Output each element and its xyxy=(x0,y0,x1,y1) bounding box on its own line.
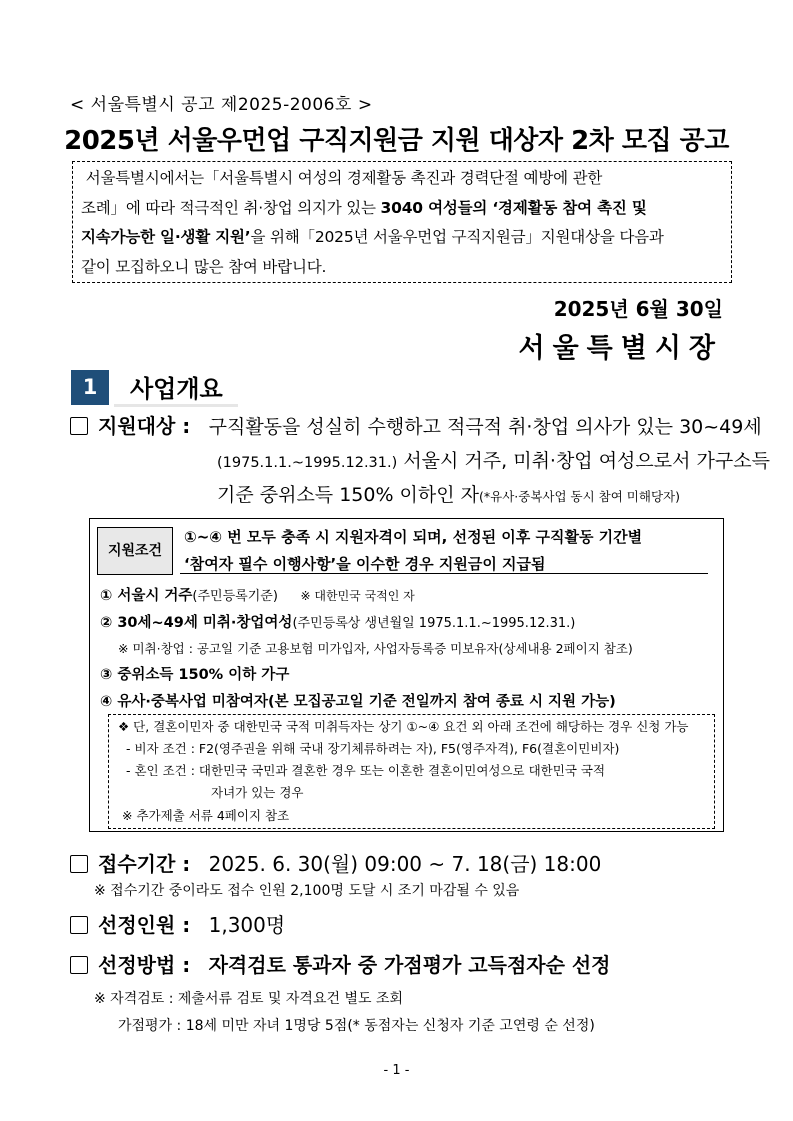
page-number: - 1 - xyxy=(383,1063,410,1078)
condition-item-4: ④ 유사·중복사업 미참여자(본 모집공고일 기준 전일까지 참여 종료 시 지원 가능) xyxy=(100,694,616,710)
marriage-migrant-line-5: ※ 추가제출 서류 4페이지 참조 xyxy=(122,808,290,823)
section-number-badge: 1 xyxy=(71,370,109,405)
condition-item-2: ② 30세~49세 미취·창업여성(주민등록상 생년월일 1975.1.1.~1995.12.31.) xyxy=(100,615,576,631)
condition-item-1: ① 서울시 거주(주민등록기준) ※ 대한민국 국적인 자 xyxy=(100,588,415,604)
target-label: 지원대상 : xyxy=(98,414,191,438)
intro-line-1: 서울특별시에서는「서울특별시 여성의 경제활동 촉진과 경력단절 예방에 관한 xyxy=(85,169,603,187)
notice-number: < 서울특별시 공고 제2025-2006호 > xyxy=(70,95,373,115)
marriage-migrant-line-2: - 비자 조건 : F2(영주권을 위해 국내 장기체류하려는 자), F5(영주자격), F6(결혼이민비자) xyxy=(126,741,620,756)
checkbox-icon xyxy=(70,417,88,435)
checkbox-icon xyxy=(70,956,88,974)
notice-date: 2025년 6월 30일 xyxy=(553,297,723,321)
section-underline xyxy=(114,404,238,407)
method-row xyxy=(70,949,611,978)
marriage-migrant-line-4: 자녀가 있는 경우 xyxy=(211,785,304,800)
method-label: 선정방법 : xyxy=(98,953,191,977)
checkbox-icon xyxy=(70,916,88,934)
count-label: 선정인원 : xyxy=(98,913,191,937)
checkbox-icon xyxy=(70,855,88,873)
intro-box xyxy=(72,161,732,283)
intro-line-2: 조례」에 따라 적극적인 취·창업 의지가 있는 3040 여성들의 ‘경제활동 참여 촉진 및 xyxy=(81,198,647,217)
section-title: 사업개요 xyxy=(130,375,223,403)
conditions-label: 지원조건 xyxy=(97,527,173,575)
condition-item-3: ③ 중위소득 150% 이하 가구 xyxy=(100,667,290,683)
period-note: ※ 접수기간 중이라도 접수 인원 2,100명 도달 시 조기 마감될 수 있음 xyxy=(94,883,520,899)
intro-line-4: 같이 모집하오니 많은 참여 바랍니다. xyxy=(81,257,327,276)
conditions-header: ①~④ 번 모두 충족 시 지원자격이 되며, 선정된 이후 구직활동 기간별 ‘참여자 필수 이행사항’을 이수한 경우 지원금이 지급됨 xyxy=(184,528,643,573)
period-label: 접수기간 : xyxy=(98,852,191,876)
intro-line-3: 지속가능한 일·생활 지원’을 위해「2025년 서울우먼업 구직지원금」지원대상을 다음과 xyxy=(81,228,664,246)
target-row xyxy=(70,410,762,439)
period-value: 2025. 6. 30(월) 09:00 ~ 7. 18(금) 18:00 xyxy=(208,852,602,876)
marriage-migrant-line-3: - 혼인 조건 : 대한민국 국민과 결혼한 경우 또는 이혼한 결혼이민여성으로 대한민국 국적 xyxy=(126,763,606,778)
marriage-migrant-line-1: ❖ 단, 결혼이민자 중 대한민국 국적 미취득자는 상기 ①~④ 요건 외 아래 조건에 해당하는 경우 신청 가능 xyxy=(118,719,689,734)
issuer: 서울특별시장 xyxy=(518,333,723,364)
method-note-2: 가점평가 : 18세 미만 자녀 1명당 5점(* 동점자는 신청자 기준 고연령 순 선정) xyxy=(118,1018,595,1034)
target-line-3: 기준 중위소득 150% 이하인 자(*유사·중복사업 동시 참여 미해당자) xyxy=(217,484,680,506)
page-title: 2025년 서울우먼업 구직지원금 지원 대상자 2차 모집 공고 xyxy=(64,126,729,156)
target-line-1: 구직활동을 성실히 수행하고 적극적 취·창업 의사가 있는 30~49세 xyxy=(208,416,762,438)
method-value: 자격검토 통과자 중 가점평가 고득점자순 선정 xyxy=(208,953,611,977)
count-row xyxy=(70,909,285,938)
count-value: 1,300명 xyxy=(208,913,286,937)
condition-item-2-note: ※ 미취·창업 : 공고일 기준 고용보험 미가입자, 사업자등록증 미보유자(상세내용 2페이지 참조) xyxy=(118,641,633,656)
target-line-2: (1975.1.1.~1995.12.31.) 서울시 거주, 미취·창업 여성으로서 가구소득 xyxy=(217,450,770,472)
period-row xyxy=(70,848,601,877)
method-note-1: ※ 자격검토 : 제출서류 검토 및 자격요건 별도 조회 xyxy=(94,991,404,1007)
conditions-divider xyxy=(180,573,708,574)
